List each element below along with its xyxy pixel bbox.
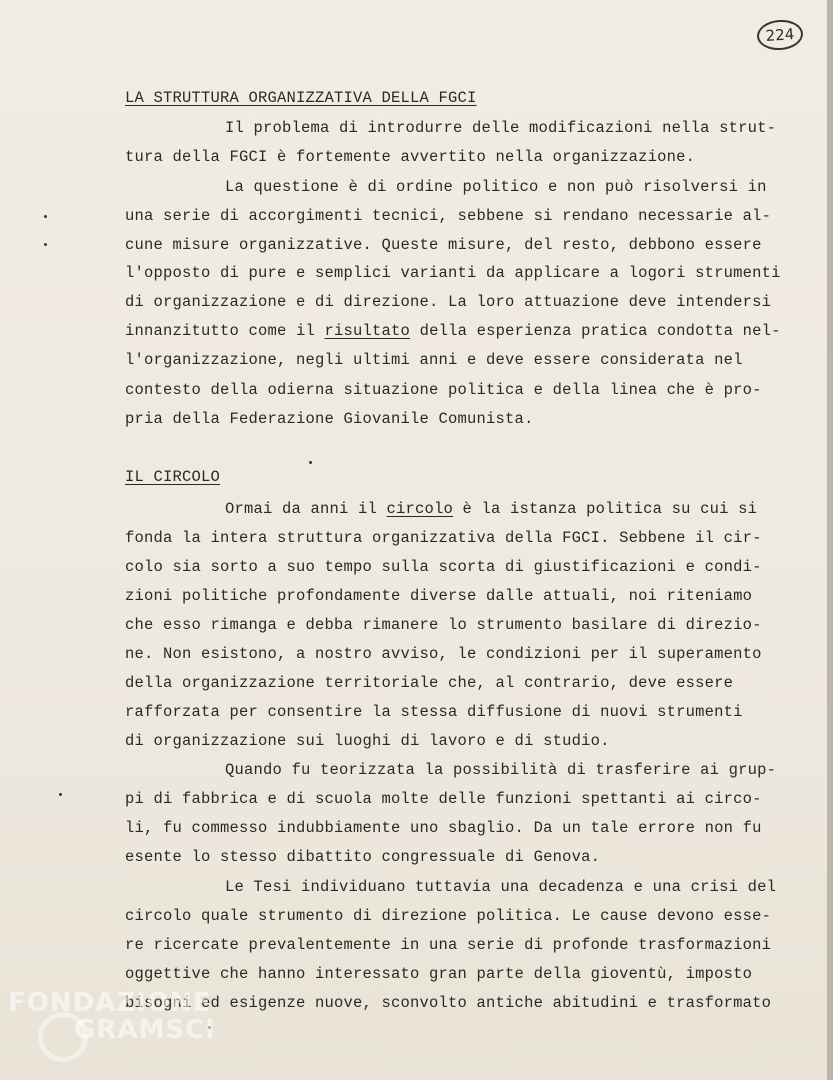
text-line: Quando fu teorizzata la possibilità di trasferire ai grup- <box>225 761 777 779</box>
margin-mark <box>309 461 312 464</box>
text-line: che esso rimanga e debba rimanere lo strumento basilare di direzio- <box>125 616 762 634</box>
page-number: 224 <box>756 18 804 51</box>
text-line: rafforzata per consentire la stessa diffusione di nuovi strumenti <box>125 703 743 721</box>
text-line: tura della FGCI è fortemente avvertito nella organizzazione. <box>125 148 696 166</box>
text-fragment: Ormai da anni il <box>225 500 387 518</box>
margin-mark <box>44 243 47 246</box>
text-line: di organizzazione sui luoghi di lavoro e di studio. <box>125 732 610 750</box>
text-line: oggettive che hanno interessato gran parte della gioventù, imposto <box>125 965 753 983</box>
text-line: della organizzazione territoriale che, al contrario, deve essere <box>125 674 734 692</box>
text-line: circolo quale strumento di direzione politica. Le cause devono esse- <box>125 907 772 925</box>
text-fragment: è la istanza politica su cui si <box>453 500 758 518</box>
text-line: bisogni ed esigenze nuove, sconvolto antiche abitudini e trasformato <box>125 994 772 1012</box>
text-line: li, fu commesso indubbiamente uno sbaglio. Da un tale errore non fu <box>125 819 762 837</box>
text-line: l'organizzazione, negli ultimi anni e deve essere considerata nel <box>125 351 743 369</box>
text-line: esente lo stesso dibattito congressuale di Genova. <box>125 848 601 866</box>
text-line: fonda la intera struttura organizzativa della FGCI. Sebbene il cir- <box>125 529 762 547</box>
text-line: colo sia sorto a suo tempo sulla scorta di giustificazioni e condi- <box>125 558 762 576</box>
text-line: una serie di accorgimenti tecnici, sebbene si rendano necessarie al- <box>125 207 772 225</box>
text-line: contesto della odierna situazione politica e della linea che è pro- <box>125 381 762 399</box>
text-line <box>125 321 805 341</box>
margin-mark <box>59 793 62 796</box>
text-fragment: innanzitutto come il <box>125 322 325 340</box>
text-line: Le Tesi individuano tuttavia una decadenza e una crisi del <box>225 878 777 896</box>
text-fragment: della esperienza pratica condotta nel- <box>410 322 781 340</box>
text-line <box>225 499 805 519</box>
watermark-line-1: FONDAZIONE <box>8 988 212 1018</box>
text-line: l'opposto di pure e semplici varianti da applicare a logori strumenti <box>125 264 781 282</box>
text-line: cune misure organizzative. Queste misure, del resto, debbono essere <box>125 236 762 254</box>
section-heading-struttura: LA STRUTTURA ORGANIZZATIVA DELLA FGCI <box>125 89 477 107</box>
text-line: pria della Federazione Giovanile Comunista. <box>125 410 534 428</box>
text-line: La questione è di ordine politico e non può risolversi in <box>225 178 767 196</box>
section-heading-circolo: IL CIRCOLO <box>125 468 221 486</box>
margin-mark <box>44 215 47 218</box>
text-line: pi di fabbrica e di scuola molte delle funzioni spettanti ai circo- <box>125 790 762 808</box>
text-line: di organizzazione e di direzione. La loro attuazione deve intendersi <box>125 293 772 311</box>
text-line: re ricercate prevalentemente in una serie di profonde trasformazioni <box>125 936 772 954</box>
watermark-line-2: GRAMSCI <box>74 1015 216 1045</box>
underlined-word-circolo: circolo <box>386 500 454 518</box>
text-line: zioni politiche profondamente diverse dalle attuali, noi riteniamo <box>125 587 753 605</box>
text-line: Il problema di introdurre delle modificazioni nella strut- <box>225 119 777 137</box>
fondazione-gramsci-watermark <box>8 988 216 1070</box>
text-line: ne. Non esistono, a nostro avviso, le condizioni per il superamento <box>125 645 762 663</box>
underlined-word-risultato: risultato <box>324 322 411 340</box>
